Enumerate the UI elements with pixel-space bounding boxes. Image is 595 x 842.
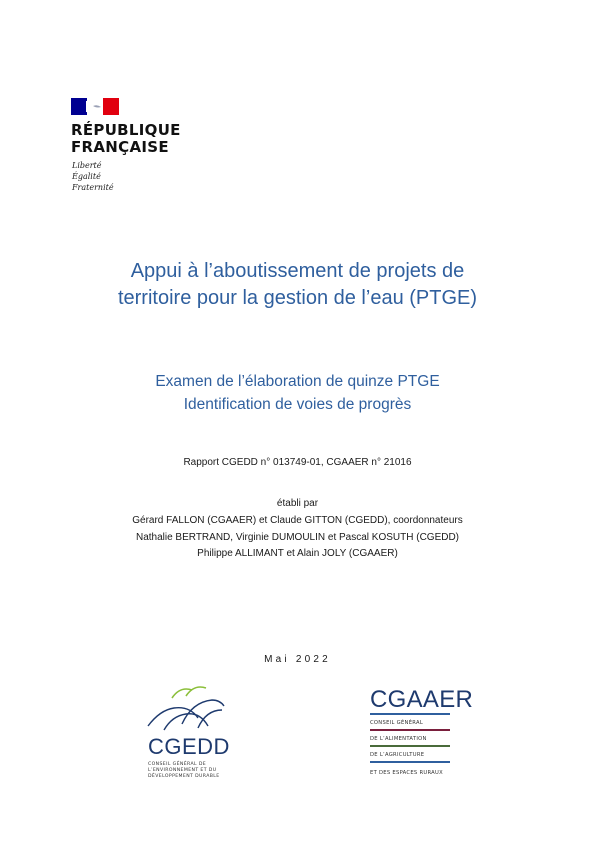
motto-egalite: Égalité [72, 172, 101, 181]
cgaaer-rule-top [370, 713, 450, 715]
cgaaer-line-4: ET DES ESPACES RURAUX [370, 770, 443, 776]
authors-line-3: Philippe ALLIMANT et Alain JOLY (CGAAER) [197, 548, 398, 559]
cgaaer-line-3: DE L’AGRICULTURE [370, 752, 425, 758]
republic-line-1: RÉPUBLIQUE [71, 121, 181, 139]
cgaaer-rule-3 [370, 761, 450, 763]
authors-line-1: Gérard FALLON (CGAAER) et Claude GITTON (CGEDD), coordonnateurs [132, 515, 463, 526]
motto-liberte: Liberté [72, 161, 102, 170]
authors-intro: établi par [276, 498, 319, 509]
report-reference: Rapport CGEDD n° 013749-01, CGAAER n° 21016 [183, 457, 412, 468]
cgaaer-logo-name: CGAAER [370, 686, 474, 713]
report-title-line-2: territoire pour la gestion de l’eau (PTGE) [117, 287, 478, 309]
cgaaer-rule-1 [370, 729, 450, 731]
cgedd-subtitle-line-3: DÉVELOPPEMENT DURABLE [148, 774, 220, 779]
cgedd-subtitle-line-1: CONSEIL GÉNÉRAL DE [148, 762, 207, 767]
cgedd-subtitle-line-2: L’ENVIRONNEMENT ET DU [148, 768, 217, 773]
cgedd-logo-name: CGEDD [148, 734, 230, 759]
cgaaer-rule-2 [370, 745, 450, 747]
cgaaer-line-2: DE L’ALIMENTATION [370, 736, 427, 742]
cgedd-logo-icon [142, 680, 232, 732]
authors-line-2: Nathalie BERTRAND, Virginie DUMOULIN et Pascal KOSUTH (CGEDD) [135, 532, 460, 543]
report-title-line-1: Appui à l’aboutissement de projets de [130, 260, 465, 282]
marianne-flag-icon [71, 98, 119, 115]
report-date: Mai 2022 [264, 654, 331, 665]
motto-fraternite: Fraternité [72, 183, 114, 192]
report-subtitle-line-1: Examen de l’élaboration de quinze PTGE [155, 373, 440, 390]
report-subtitle-line-2: Identification de voies de progrès [183, 396, 412, 413]
cgaaer-line-1: CONSEIL GÉNÉRAL [370, 720, 424, 726]
republic-line-2: FRANÇAISE [71, 138, 169, 156]
